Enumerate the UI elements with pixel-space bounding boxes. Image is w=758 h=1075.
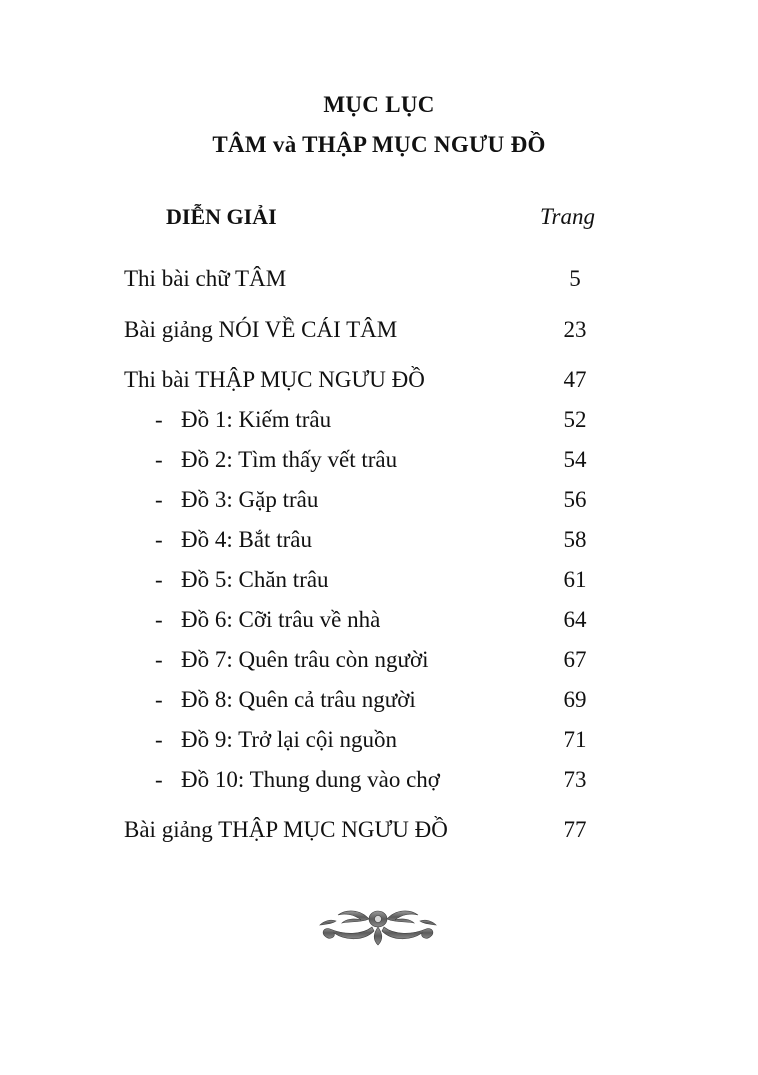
toc-entry[interactable] bbox=[0, 817, 758, 847]
toc-entry-label: Thi bài THẬP MỤC NGƯU ĐỒ bbox=[124, 367, 425, 392]
toc-entry-page: 67 bbox=[563, 647, 587, 672]
toc-entry[interactable] bbox=[0, 266, 758, 296]
toc-entry[interactable] bbox=[0, 367, 758, 397]
list-dash: - bbox=[155, 487, 163, 512]
list-dash: - bbox=[155, 607, 163, 632]
toc-entry-page: 47 bbox=[563, 367, 587, 392]
toc-subentry[interactable] bbox=[0, 567, 758, 597]
toc-entry-page: 71 bbox=[563, 727, 587, 752]
toc-subentry[interactable] bbox=[0, 647, 758, 677]
toc-entry-label: Đồ 10: Thung dung vào chợ bbox=[181, 767, 440, 792]
list-dash: - bbox=[155, 567, 163, 592]
toc-entry-label: Đồ 6: Cỡi trâu về nhà bbox=[181, 607, 381, 632]
toc-subentry[interactable] bbox=[0, 727, 758, 757]
toc-entry-page: 54 bbox=[563, 447, 587, 472]
toc-entry-page: 64 bbox=[563, 607, 587, 632]
section-header: DIỄN GIẢI bbox=[166, 204, 277, 229]
toc-entry-page: 77 bbox=[563, 817, 587, 842]
floral-ornament-icon bbox=[316, 905, 440, 949]
toc-entry-label: Đồ 5: Chăn trâu bbox=[181, 567, 329, 592]
toc-entry-label: Đồ 1: Kiếm trâu bbox=[181, 407, 332, 432]
toc-entry-label: Bài giảng NÓI VỀ CÁI TÂM bbox=[124, 317, 398, 342]
toc-entry-label: Đồ 4: Bắt trâu bbox=[181, 527, 312, 552]
toc-entry-label: Đồ 9: Trở lại cội nguồn bbox=[181, 727, 397, 752]
toc-subentry[interactable] bbox=[0, 767, 758, 797]
toc-entry-label: Đồ 2: Tìm thấy vết trâu bbox=[181, 447, 398, 472]
toc-entry-page: 56 bbox=[563, 487, 587, 512]
toc-entry-label: Bài giảng THẬP MỤC NGƯU ĐỒ bbox=[124, 817, 448, 842]
toc-subentry[interactable] bbox=[0, 487, 758, 517]
toc-entry-label: Đồ 8: Quên cả trâu người bbox=[181, 687, 416, 712]
toc-entry-label: Đồ 3: Gặp trâu bbox=[181, 487, 319, 512]
book-title: TÂM và THẬP MỤC NGƯU ĐỒ bbox=[212, 132, 546, 157]
toc-entry-page: 23 bbox=[563, 317, 587, 342]
toc-entry-page: 69 bbox=[563, 687, 587, 712]
toc-entry-page: 61 bbox=[563, 567, 587, 592]
list-dash: - bbox=[155, 647, 163, 672]
list-dash: - bbox=[155, 687, 163, 712]
toc-entry-page: 5 bbox=[569, 266, 581, 291]
toc-entry-page: 52 bbox=[563, 407, 587, 432]
toc-subentry[interactable] bbox=[0, 447, 758, 477]
list-dash: - bbox=[155, 767, 163, 792]
toc-entry-label: Thi bài chữ TÂM bbox=[124, 266, 287, 291]
toc-subentry[interactable] bbox=[0, 687, 758, 717]
toc-subentry[interactable] bbox=[0, 527, 758, 557]
toc-entry-page: 58 bbox=[563, 527, 587, 552]
list-dash: - bbox=[155, 527, 163, 552]
list-dash: - bbox=[155, 447, 163, 472]
page-column-header: Trang bbox=[540, 204, 595, 229]
toc-subentry[interactable] bbox=[0, 407, 758, 437]
list-dash: - bbox=[155, 407, 163, 432]
toc-subentry[interactable] bbox=[0, 607, 758, 637]
toc-title: MỤC LỤC bbox=[323, 92, 435, 117]
toc-entry-label: Đồ 7: Quên trâu còn người bbox=[181, 647, 429, 672]
list-dash: - bbox=[155, 727, 163, 752]
toc-entry[interactable] bbox=[0, 317, 758, 347]
toc-entry-page: 73 bbox=[563, 767, 587, 792]
